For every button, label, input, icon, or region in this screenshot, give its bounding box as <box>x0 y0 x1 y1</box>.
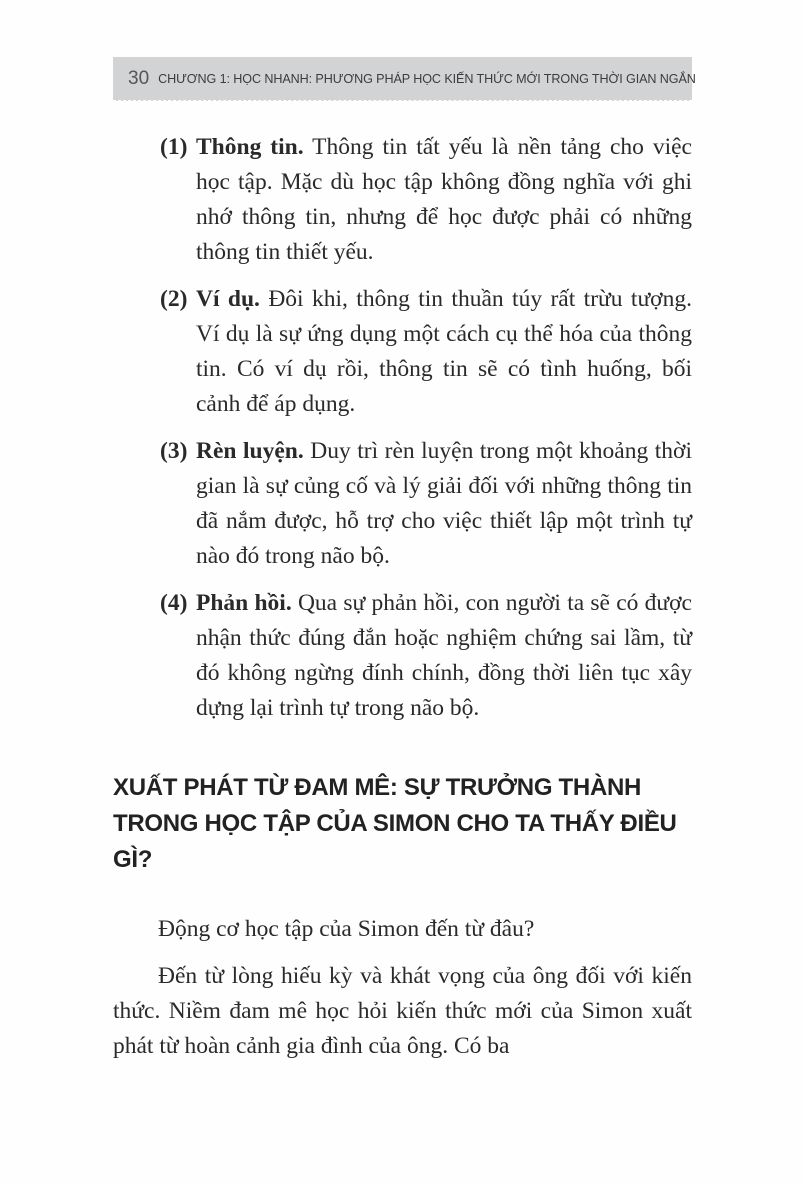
item-body <box>196 434 692 574</box>
page-number: 30 <box>128 67 150 89</box>
paragraph: Động cơ học tập của Simon đến từ đâu? <box>158 916 535 942</box>
item-term: Thông tin. <box>196 134 304 160</box>
item-number: (4) <box>160 590 188 616</box>
item-number: (2) <box>160 286 188 312</box>
chapter-title: CHƯƠNG 1: HỌC NHANH: PHƯƠNG PHÁP HỌC KIẾN THỨC MỚI TRONG THỜI GIAN NGẮN <box>158 71 696 86</box>
list-item <box>160 586 692 726</box>
list-item <box>160 434 692 574</box>
item-text: Qua sự phản hồi, con người ta sẽ có được nhận thức đúng đắn hoặc nghiệm chứng sai lầm, từ đó không ngừng đính chính, đồng thời liên tục xây dựng lại trình tự trong não bộ. <box>196 590 692 721</box>
item-number: (3) <box>160 438 188 464</box>
body-text <box>113 912 692 1076</box>
section-heading: XUẤT PHÁT TỪ ĐAM MÊ: SỰ TRƯỞNG THÀNH TRONG HỌC TẬP CỦA SIMON CHO TA THẤY ĐIỀU GÌ? <box>113 774 677 873</box>
item-text: Thông tin tất yếu là nền tảng cho việc học tập. Mặc dù học tập không đồng nghĩa với ghi nhớ thông tin, nhưng để học được phải có những thông tin thiết yếu. <box>196 134 692 265</box>
item-term: Rèn luyện. <box>196 438 304 464</box>
list-item <box>160 282 692 422</box>
item-text: Đôi khi, thông tin thuần túy rất trừu tượng. Ví dụ là sự ứng dụng một cách cụ thể hóa của thông tin. Có ví dụ rồi, thông tin sẽ có tình huống, bối cảnh để áp dụng. <box>196 286 692 417</box>
item-body <box>196 130 692 270</box>
list-item <box>160 130 692 270</box>
item-term: Phản hồi. <box>196 590 292 616</box>
item-term: Ví dụ. <box>196 286 260 312</box>
item-text: Duy trì rèn luyện trong một khoảng thời gian là sự củng cố và lý giải đối với những thông tin đã nắm được, hỗ trợ cho việc thiết lập một trình tự nào đó trong não bộ. <box>196 438 692 569</box>
running-header <box>113 57 696 101</box>
item-number: (1) <box>160 134 188 160</box>
paragraph: Đến từ lòng hiếu kỳ và khát vọng của ông đối với kiến thức. Niềm đam mê học hỏi kiến thức mới của Simon xuất phát từ hoàn cảnh gia đình của ông. Có ba <box>113 963 692 1059</box>
item-body <box>196 282 692 422</box>
numbered-list <box>160 130 692 738</box>
item-body <box>196 586 692 726</box>
